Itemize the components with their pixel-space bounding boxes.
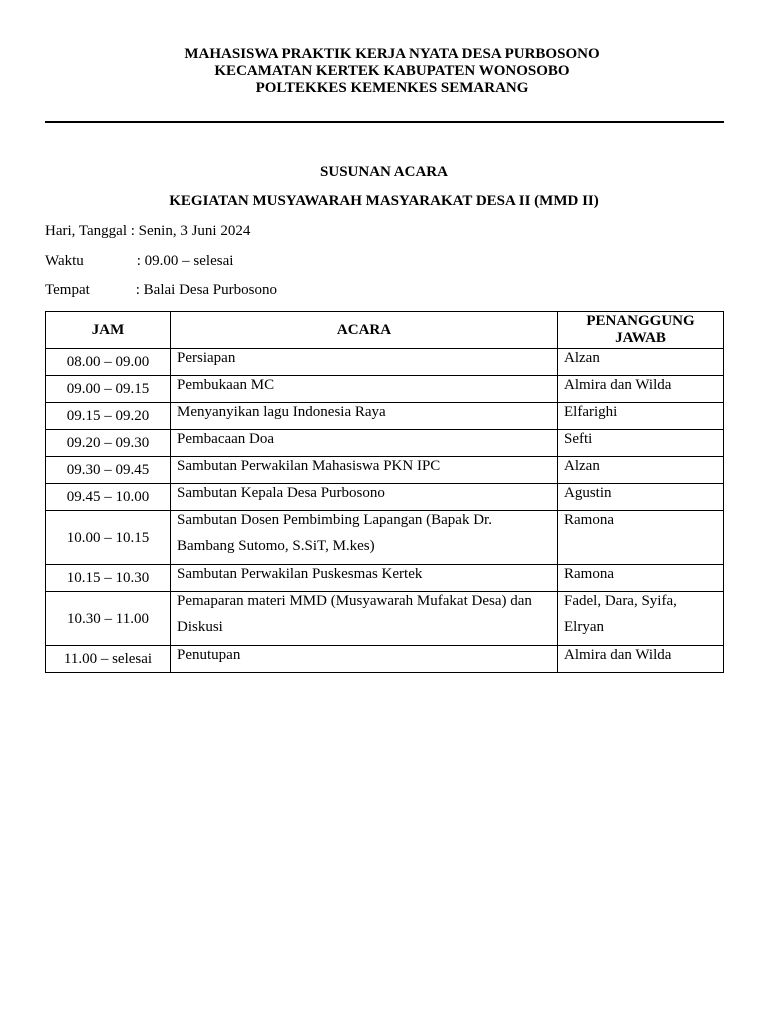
cell-jam-text: 10.30 – 11.00 (67, 610, 149, 627)
cell-jam (46, 403, 171, 430)
info-time-value: : 09.00 – selesai (136, 253, 234, 269)
header-line-2: KECAMATAN KERTEK KABUPATEN WONOSOBO (214, 63, 570, 79)
info-date-value: : Senin, 3 Juni 2024 (130, 223, 251, 239)
cell-jam (46, 511, 171, 565)
cell-jam-text: 11.00 – selesai (63, 651, 153, 667)
info-time (45, 253, 233, 270)
cell-pj-text: Almira dan Wilda (564, 377, 672, 393)
cell-jam (46, 592, 171, 646)
cell-acara-text: Pembacaan Doa (177, 431, 275, 447)
header-line-1: MAHASISWA PRAKTIK KERJA NYATA DESA PURBOSONO (184, 46, 600, 62)
header-pj-line-1: PENANGGUNG (586, 313, 695, 329)
cell-jam-text: 09.20 – 09.30 (66, 435, 150, 451)
header-jam: JAM (46, 312, 171, 349)
cell-pj-text: Alzan (564, 350, 600, 366)
cell-pj (558, 511, 724, 565)
cell-jam (46, 646, 171, 673)
cell-acara-text: Pembukaan MC (177, 377, 275, 393)
cell-jam (46, 565, 171, 592)
cell-pj (558, 592, 724, 646)
agenda-table (45, 311, 724, 673)
cell-jam-text: 10.15 – 10.30 (66, 570, 150, 586)
cell-jam (46, 349, 171, 376)
cell-jam-text: 09.45 – 10.00 (66, 489, 150, 505)
info-place (45, 282, 277, 299)
table-row (46, 592, 724, 646)
agenda-header-row (46, 312, 724, 349)
cell-pj-text: Almira dan Wilda (564, 647, 672, 663)
cell-pj-text: Fadel, Dara, Syifa, Elryan (564, 593, 677, 635)
cell-pj-text: Agustin (564, 485, 612, 501)
cell-acara (171, 511, 558, 565)
document-subtitle: KEGIATAN MUSYAWARAH MASYARAKAT DESA II (MMD II) (169, 193, 599, 209)
cell-jam (46, 430, 171, 457)
cell-pj-text: Elfarighi (564, 404, 618, 420)
header-penanggung-jawab (558, 312, 724, 349)
cell-pj-text: Sefti (564, 431, 593, 447)
header-acara: ACARA (171, 312, 558, 349)
cell-jam-text: 09.00 – 09.15 (66, 381, 150, 397)
info-place-value: : Balai Desa Purbosono (135, 282, 277, 298)
cell-acara-text: Pemaparan materi MMD (Musyawarah Mufakat Desa) dan Diskusi (177, 593, 532, 635)
cell-jam-text: 10.00 – 10.15 (66, 529, 150, 546)
document-header (0, 46, 768, 97)
cell-acara-text: Sambutan Perwakilan Mahasiswa PKN IPC (177, 458, 441, 474)
cell-acara-text: Persiapan (177, 350, 236, 366)
cell-acara (171, 646, 558, 673)
cell-jam (46, 376, 171, 403)
cell-acara-text: Menyanyikan lagu Indonesia Raya (177, 404, 386, 420)
cell-pj-text: Alzan (564, 458, 600, 474)
cell-pj-text: Ramona (564, 566, 614, 582)
info-date (45, 223, 250, 240)
header-divider (45, 121, 724, 123)
cell-pj (558, 646, 724, 673)
cell-jam-text: 09.15 – 09.20 (66, 408, 150, 424)
cell-pj-text: Ramona (564, 512, 614, 528)
header-line-3: POLTEKKES KEMENKES SEMARANG (255, 80, 529, 96)
cell-acara (171, 592, 558, 646)
info-time-label: Waktu (45, 253, 84, 269)
cell-jam-text: 09.30 – 09.45 (66, 462, 150, 478)
cell-acara-text: Sambutan Kepala Desa Purbosono (177, 485, 385, 501)
cell-acara-text: Sambutan Dosen Pembimbing Lapangan (Bapak Dr. Bambang Sutomo, S.SiT, M.kes) (177, 512, 492, 554)
cell-acara-text: Penutupan (177, 647, 241, 663)
header-pj-line-2: JAWAB (615, 330, 666, 346)
cell-jam-text: 08.00 – 09.00 (66, 354, 150, 370)
table-row (46, 511, 724, 565)
cell-acara-text: Sambutan Perwakilan Puskesmas Kertek (177, 566, 423, 582)
cell-jam (46, 457, 171, 484)
cell-jam (46, 484, 171, 511)
info-date-label: Hari, Tanggal (45, 223, 127, 239)
table-row (46, 646, 724, 673)
document-title: SUSUNAN ACARA (320, 164, 448, 180)
info-place-label: Tempat (45, 282, 90, 298)
